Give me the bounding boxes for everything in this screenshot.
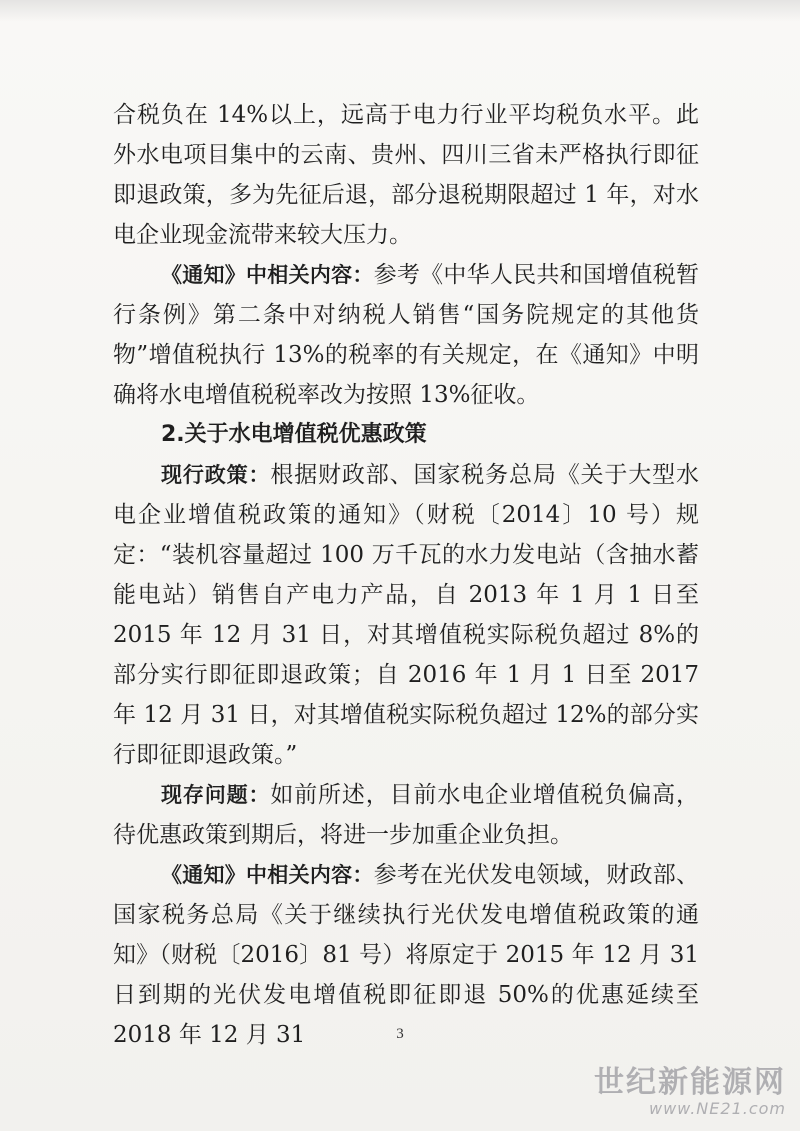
- paragraph-text: 参考在光伏发电领域，财政部、国家税务总局《关于继续执行光伏发电增值税政策的通知》（财税〔2016〕81 号）将原定于 2015 年 12 月 31 日到期的光伏发电增值税即征即退 50%的优惠延续至 2018 年 12 月 31: [113, 862, 700, 1048]
- watermark-name: 世纪新能源网: [594, 1065, 786, 1100]
- site-watermark: [594, 1066, 786, 1118]
- paragraph-lead: 现存问题：: [161, 783, 271, 807]
- body-text: [113, 95, 699, 1055]
- watermark-url: www.NE21.com: [648, 1099, 786, 1118]
- paragraph-text: 如前所述，目前水电企业增值税负偏高，待优惠政策到期后，将进一步加重企业负担。: [113, 782, 700, 848]
- paragraph-continued: [113, 95, 699, 255]
- page-number: 3: [396, 1026, 404, 1042]
- paragraph-notice-content: [113, 255, 699, 415]
- paragraph-lead: 《通知》中相关内容：: [161, 863, 374, 887]
- paragraph-lead: 《通知》中相关内容：: [161, 263, 374, 287]
- paragraph-text: 根据财政部、国家税务总局《关于大型水电企业增值税政策的通知》（财税〔2014〕10 号）规定：“装机容量超过 100 万千瓦的水力发电站（含抽水蓄能电站）销售自产电力产品，自 2013 年 1 月 1 日至 2015 年 12 月 31 日，对其增值税实际税负超过 8%的部分实行即征即退政策；自 2016 年 1 月 1 日至 2017 年 12 月 31 日，对其增值税实际税负超过 12%的部分实行即征即退政策。”: [113, 462, 700, 768]
- paragraph-text: 合税负在 14%以上，远高于电力行业平均税负水平。此外水电项目集中的云南、贵州、四川三省未严格执行即征即退政策，多为先征后退，部分退税期限超过 1 年，对水电企业现金流带来较大压力。: [113, 102, 699, 248]
- paragraph-text: 参考《中华人民共和国增值税暂行条例》第二条中对纳税人销售“国务院规定的其他货物”增值税执行 13%的税率的有关规定，在《通知》中明确将水电增值税税率改为按照 13%征收。: [113, 262, 700, 408]
- paragraph-existing-problem: [113, 775, 699, 855]
- section-heading: 2.关于水电增值税优惠政策: [161, 422, 427, 447]
- scan-top-shadow: [0, 0, 800, 22]
- paragraph-notice-content-2: [113, 855, 699, 1055]
- paragraph-lead: 现行政策：: [161, 463, 271, 487]
- paragraph-current-policy: [113, 455, 699, 775]
